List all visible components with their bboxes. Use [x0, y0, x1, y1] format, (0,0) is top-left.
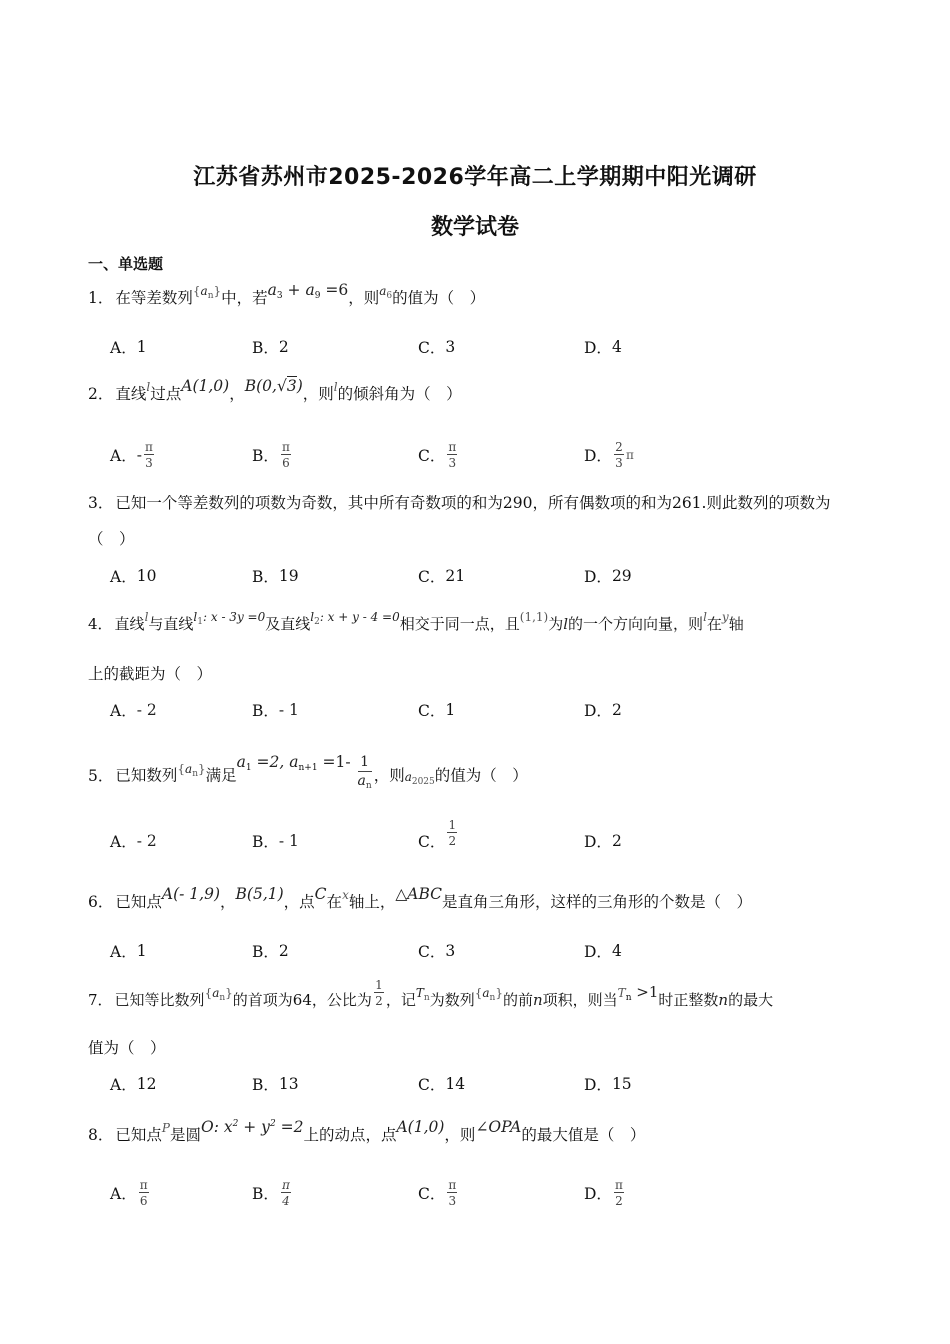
formula-letter: a [267, 281, 277, 299]
option-letter: A． [110, 447, 137, 465]
line-l1-equation [193, 610, 266, 627]
formula-letter: a [404, 769, 412, 784]
question-6 [88, 885, 868, 915]
option-letter: B． [252, 339, 279, 357]
denominator: 3 [615, 456, 623, 470]
option-value: 2 [611, 701, 622, 719]
line-symbol: l [333, 380, 338, 394]
n-symbol: n [718, 991, 729, 1009]
recurrence-fraction [358, 754, 372, 795]
option-suffix: π [625, 448, 634, 462]
question-text: ， [220, 893, 236, 911]
option-d[interactable] [584, 936, 622, 966]
option-letter: C． [418, 1185, 446, 1203]
formula-letter: a [305, 281, 315, 299]
option-c[interactable] [418, 440, 459, 470]
option-a[interactable] [110, 936, 147, 966]
option-value: 19 [278, 567, 299, 585]
denominator: 2 [448, 834, 457, 848]
option-letter: B． [252, 702, 279, 720]
denominator: 2 [615, 1194, 623, 1208]
seq-subscript: n [192, 768, 198, 779]
question-6-options [110, 936, 870, 966]
option-letter: C． [418, 943, 446, 961]
question-text: 及直线 [265, 615, 311, 633]
formula-subscript: 1 [245, 762, 252, 773]
option-c[interactable] [418, 1069, 465, 1099]
sequence-symbol: {an} [204, 986, 233, 1003]
question-text: 时正整数 [658, 991, 719, 1009]
option-d[interactable] [584, 695, 622, 725]
formula-part: B(0, [244, 377, 277, 395]
option-c[interactable] [418, 1178, 459, 1208]
n-symbol: n [532, 991, 543, 1009]
question-text: 中，若 [221, 289, 268, 307]
denominator: 3 [145, 456, 153, 470]
option-value: 14 [445, 1075, 466, 1093]
formula-letter: T [617, 986, 626, 1000]
option-b[interactable] [252, 826, 299, 856]
point-a: A(1,0) [396, 1118, 445, 1136]
question-3-options [110, 561, 870, 591]
formula-subscript: 6 [386, 291, 393, 301]
formula-value: =6 [320, 281, 349, 299]
seq-subscript: n [219, 993, 226, 1003]
question-text: 直线 [115, 385, 147, 403]
question-1-options [110, 332, 870, 362]
option-b[interactable] [252, 1178, 293, 1208]
question-number: 1． [88, 289, 114, 307]
question-text: 的最大 [728, 991, 774, 1009]
point-p: P [161, 1121, 170, 1135]
circle-equation [201, 1118, 303, 1136]
question-text: 的值为（ ） [392, 289, 486, 307]
formula-letter: a [357, 773, 366, 789]
question-8 [88, 1120, 868, 1148]
question-text: ，则 [302, 385, 334, 403]
formula-subscript: n [625, 993, 632, 1003]
option-fraction [281, 440, 291, 470]
seq-letter: a [482, 986, 490, 1000]
condition-formula [268, 281, 349, 299]
numerator: π [281, 1178, 290, 1192]
formula-part: + y [238, 1118, 270, 1136]
question-text: 相交于同一点，且 [399, 615, 520, 633]
question-number: 7． [88, 991, 113, 1009]
option-value: 1 [445, 701, 456, 719]
question-1 [88, 281, 868, 316]
sequence-symbol: {an} [192, 284, 222, 301]
triangle-symbol: △ABC [395, 885, 443, 903]
formula-superscript: 2 [269, 1119, 276, 1129]
numerator: π [139, 1178, 148, 1192]
line-symbol: l [563, 615, 569, 633]
axis-symbol: x [342, 888, 349, 902]
formula-part: =2, a [251, 752, 299, 771]
option-value: 2 [278, 942, 289, 960]
page-subtitle: 数学试卷 [430, 215, 519, 240]
option-b[interactable] [252, 561, 299, 591]
option-letter: A． [110, 568, 137, 586]
option-fraction [614, 440, 624, 470]
question-text: 已知点 [115, 893, 162, 911]
sqrt-symbol: √ [276, 377, 287, 395]
question-5-options [110, 818, 870, 856]
option-value: 2 [278, 338, 289, 356]
option-fraction [281, 1178, 291, 1208]
target-term [379, 284, 393, 301]
point-a: A(- 1,9) [161, 885, 220, 903]
seq-letter: a [200, 284, 208, 298]
line-l2-equation [310, 610, 400, 627]
question-text: 在 [706, 615, 722, 633]
denominator [358, 771, 372, 795]
question-text: 与直线 [148, 615, 194, 633]
formula-part: O: x [200, 1118, 233, 1136]
question-2 [88, 377, 868, 407]
question-number: 4． [88, 615, 113, 633]
numerator: π [145, 440, 153, 454]
denominator: 3 [448, 1194, 457, 1208]
question-text: 的前 [502, 991, 533, 1009]
numerator: π [448, 440, 457, 454]
formula-part: : x - 3y =0 [203, 610, 266, 624]
option-b[interactable] [252, 695, 299, 725]
option-letter: B． [252, 447, 279, 465]
option-a[interactable] [110, 1178, 151, 1208]
line-symbol: l [144, 610, 149, 624]
recurrence-formula [236, 752, 374, 791]
option-c[interactable] [418, 936, 455, 966]
question-text: 是直角三角形，这样的三角形的个数是（ ） [442, 893, 753, 911]
ratio-fraction [374, 978, 384, 1008]
question-text: 是圆 [169, 1126, 201, 1144]
option-letter: A． [110, 339, 137, 357]
question-text: ，则 [348, 289, 380, 307]
formula-subscript: 9 [314, 291, 321, 301]
radicand: 3 [286, 377, 297, 395]
question-4 [88, 612, 868, 642]
option-letter: D． [584, 1076, 612, 1094]
question-text: 过点 [150, 385, 182, 403]
option-b[interactable] [252, 440, 293, 470]
question-text: 的首项为64，公比为 [232, 991, 372, 1009]
question-text: 的最大值是（ ） [521, 1126, 646, 1144]
formula-part: =2 [275, 1118, 304, 1136]
option-value: 4 [611, 338, 622, 356]
option-value: - 2 [136, 701, 157, 719]
option-a[interactable] [110, 440, 156, 470]
question-text: 轴 [728, 615, 744, 633]
denominator: 3 [448, 456, 457, 470]
question-text: 为数列 [429, 991, 475, 1009]
option-letter: A． [110, 1185, 137, 1203]
option-letter: D． [584, 447, 612, 465]
formula-part: >1 [631, 983, 659, 1001]
numerator: 1 [448, 818, 457, 832]
option-c[interactable] [418, 818, 459, 856]
formula-part: : x + y - 4 =0 [319, 610, 400, 624]
option-c[interactable] [418, 332, 455, 362]
point-c: C [314, 885, 327, 903]
question-text: ，记 [385, 991, 416, 1009]
formula-letter: T [415, 986, 424, 1000]
numerator: 2 [615, 440, 623, 454]
numerator: π [614, 1178, 623, 1192]
option-a[interactable] [110, 826, 157, 856]
option-value: 10 [136, 567, 157, 585]
product-symbol [415, 986, 430, 1003]
question-4-options [110, 695, 870, 725]
direction-vector: (1,1) [519, 610, 549, 624]
question-text: 在 [326, 893, 343, 911]
question-4-line-2: 上的截距为（ ） [88, 665, 213, 683]
option-letter: B． [252, 568, 279, 586]
option-letter: B． [252, 943, 279, 961]
question-number: 5． [88, 766, 114, 785]
option-value: 1 [136, 942, 147, 960]
question-number: 2． [88, 385, 114, 403]
denominator: 2 [375, 994, 383, 1008]
option-letter: C． [418, 702, 446, 720]
option-letter: D． [584, 702, 612, 720]
question-2-options [110, 440, 870, 470]
formula-part: =1- [317, 752, 356, 771]
option-a[interactable] [110, 332, 147, 362]
numerator: π [448, 1178, 457, 1192]
option-c[interactable] [418, 561, 465, 591]
line-symbol: l [146, 380, 151, 394]
question-text: ，则 [373, 766, 405, 785]
option-value: 2 [611, 832, 622, 850]
option-letter: C． [418, 568, 446, 586]
option-value: 21 [445, 567, 466, 585]
option-letter: C． [418, 339, 446, 357]
formula-subscript: 2 [314, 617, 320, 627]
option-value: 1 [136, 338, 147, 356]
numerator: π [281, 440, 290, 454]
option-letter: D． [584, 568, 612, 586]
seq-letter: a [212, 986, 220, 1000]
option-letter: A． [110, 702, 137, 720]
numerator: 1 [360, 754, 370, 770]
option-letter: A． [110, 1076, 137, 1094]
formula-letter: a [379, 284, 387, 298]
seq-subscript: n [489, 993, 496, 1003]
option-value: - 1 [278, 832, 299, 850]
option-a[interactable] [110, 695, 157, 725]
product-condition [618, 983, 659, 1001]
formula-subscript: 1 [197, 617, 203, 627]
option-value: 29 [611, 567, 632, 585]
seq-letter: a [185, 761, 193, 776]
question-number: 6． [88, 893, 114, 911]
question-7-options [110, 1069, 870, 1099]
option-a[interactable] [110, 1069, 156, 1099]
option-c[interactable] [418, 695, 455, 725]
question-3 [88, 485, 863, 557]
formula-superscript: 2 [232, 1119, 239, 1129]
option-fraction [614, 1178, 624, 1208]
option-letter: B． [252, 1076, 279, 1094]
question-text: 轴上， [348, 893, 396, 911]
option-letter: B． [252, 833, 279, 851]
question-text: 上的动点，点 [303, 1126, 397, 1144]
formula-subscript: 3 [276, 291, 283, 301]
question-text: 直线 [114, 615, 145, 633]
question-7-line-2: 值为（ ） [88, 1039, 166, 1057]
option-letter: D． [584, 1185, 612, 1203]
denominator: 6 [282, 456, 290, 470]
option-letter: D． [584, 339, 612, 357]
target-term [404, 769, 435, 787]
question-number: 8． [88, 1126, 114, 1144]
option-value: - 2 [136, 832, 157, 850]
option-fraction [144, 440, 154, 470]
formula-subscript: n [365, 781, 372, 791]
question-text: 已知数列 [115, 766, 178, 785]
option-letter: A． [110, 833, 137, 851]
option-value: 4 [611, 942, 622, 960]
formula-part: ) [296, 377, 303, 395]
question-text: 项积，则当 [542, 991, 618, 1009]
angle-symbol: ∠OPA [475, 1118, 522, 1136]
option-letter: D． [584, 943, 612, 961]
point-b: B(5,1) [235, 885, 284, 903]
numerator: 1 [375, 978, 383, 992]
option-b[interactable] [252, 936, 289, 966]
seq-subscript: n [207, 291, 214, 301]
option-d[interactable] [584, 1069, 632, 1099]
question-text: 在等差数列 [115, 289, 193, 307]
question-text: 已知等比数列 [114, 991, 205, 1009]
question-text: ，则 [444, 1126, 476, 1144]
formula-subscript: 2025 [411, 776, 435, 787]
point-b [245, 377, 303, 395]
question-text: 满足 [205, 766, 237, 785]
formula-letter: l [193, 610, 198, 624]
option-fraction [447, 818, 457, 848]
option-value: 12 [136, 1075, 157, 1093]
line-symbol: l [703, 610, 707, 624]
formula-operator: + [282, 281, 306, 299]
option-fraction [447, 440, 457, 470]
point-a: A(1,0) [181, 377, 230, 395]
question-text: ， [229, 385, 245, 403]
question-text: 已知一个等差数列的项数为奇数，其中所有奇数项的和为290，所有偶数项的和为261.则此数列的项数为（ ） [88, 494, 831, 548]
option-value: 15 [611, 1075, 632, 1093]
option-sign: - [136, 446, 142, 464]
option-b[interactable] [252, 332, 289, 362]
option-fraction [447, 1178, 457, 1208]
question-text: 已知点 [115, 1126, 162, 1144]
option-value: 3 [445, 942, 456, 960]
sequence-symbol: {an} [474, 986, 503, 1003]
denominator: 6 [139, 1194, 148, 1208]
option-d[interactable] [584, 332, 622, 362]
question-5 [88, 752, 868, 797]
question-text: ，点 [283, 893, 315, 911]
formula-subscript: n+1 [298, 762, 318, 773]
option-letter: C． [418, 447, 446, 465]
option-d[interactable] [584, 826, 622, 856]
option-a[interactable] [110, 561, 156, 591]
option-d[interactable] [584, 440, 634, 470]
denominator: 4 [282, 1194, 290, 1208]
formula-subscript: n [423, 993, 430, 1003]
option-letter: A． [110, 943, 137, 961]
question-text: 的倾斜角为（ ） [337, 385, 462, 403]
page-title: 江苏省苏州市2025-2026学年高二上学期期中阳光调研 [193, 165, 757, 190]
option-value: - 1 [278, 701, 299, 719]
option-value: 13 [278, 1075, 299, 1093]
option-fraction [139, 1178, 149, 1208]
question-text: 为 [548, 615, 564, 633]
question-7 [88, 978, 868, 1018]
option-d[interactable] [584, 1178, 626, 1208]
question-number: 3． [88, 494, 114, 512]
option-letter: C． [418, 1076, 446, 1094]
question-text: 的值为（ ） [434, 766, 528, 785]
option-d[interactable] [584, 561, 632, 591]
section-heading: 一、单选题 [88, 255, 164, 273]
option-value: 3 [445, 338, 456, 356]
question-8-options [110, 1178, 870, 1208]
option-b[interactable] [252, 1069, 299, 1099]
option-letter: D． [584, 833, 612, 851]
formula-letter: l [310, 610, 315, 624]
formula-letter: a [236, 752, 246, 771]
option-letter: C． [418, 833, 446, 851]
option-letter: B． [252, 1185, 279, 1203]
axis-symbol: y [721, 610, 729, 624]
sequence-symbol: {an} [177, 761, 206, 779]
question-text: 的一个方向向量，则 [568, 615, 704, 633]
